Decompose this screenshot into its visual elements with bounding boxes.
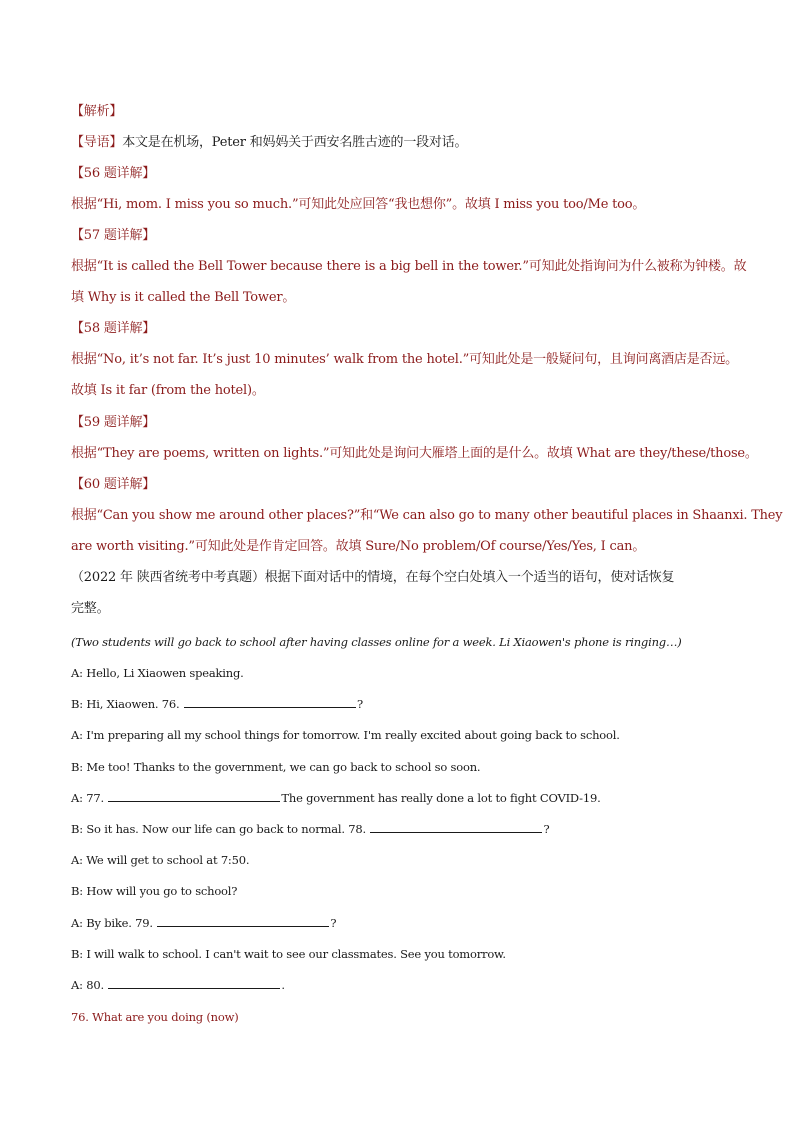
q56-explanation: 根据“Hi, mom. I miss you so much.”可知此处应回答“我也想你”。故填 I miss you too/Me too。 bbox=[71, 197, 646, 212]
q60-title: 【60 题详解】 bbox=[71, 477, 156, 492]
dialogue-line-11 bbox=[71, 976, 285, 994]
dialogue-line-5 bbox=[71, 789, 601, 807]
q56-title: 【56 题详解】 bbox=[71, 166, 156, 181]
dialogue-line-2-text: B: Hi, Xiaowen. 76. bbox=[71, 697, 180, 711]
blank-79[interactable] bbox=[157, 914, 329, 927]
q59-title: 【59 题详解】 bbox=[71, 415, 156, 430]
dialogue-line-1: A: Hello, Li Xiaowen speaking. bbox=[71, 666, 244, 680]
dialogue-line-9 bbox=[71, 914, 336, 932]
q57-title: 【57 题详解】 bbox=[71, 228, 156, 243]
dialogue-line-10: B: I will walk to school. I can't wait to see our classmates. See you tomorrow. bbox=[71, 947, 506, 961]
dialogue-line-6-end: ? bbox=[543, 822, 550, 836]
q60-explanation-line1: 根据“Can you show me around other places?”和“We can also go to many other beautiful places in Shaanxi. They bbox=[71, 508, 783, 523]
blank-78[interactable] bbox=[370, 820, 542, 833]
dialogue-context: (Two students will go back to school after having classes online for a week. Li Xiaowen's phone is ringing…) bbox=[71, 635, 682, 649]
blank-77[interactable] bbox=[108, 789, 280, 802]
analysis-heading: 【解析】 bbox=[71, 104, 123, 119]
question-intro-line1: （2022 年 陕西省统考中考真题）根据下面对话中的情境，在每个空白处填入一个适当的语句，使对话恢复 bbox=[71, 570, 675, 585]
dialogue-line-8: B: How will you go to school? bbox=[71, 884, 238, 898]
q57-explanation-line1: 根据“It is called the Bell Tower because there is a big bell in the tower.”可知此处指询问为什么被称为钟楼。故 bbox=[71, 259, 747, 274]
q59-explanation: 根据“They are poems, written on lights.”可知此处是询问大雁塔上面的是什么。故填 What are they/these/those。 bbox=[71, 446, 758, 461]
intro-tag: 【导语】 bbox=[71, 135, 123, 150]
q58-explanation-line2: 故填 Is it far (from the hotel)。 bbox=[71, 383, 265, 398]
q60-explanation-line2: are worth visiting.”可知此处是作肯定回答。故填 Sure/No problem/Of course/Yes/Yes, I can。 bbox=[71, 539, 646, 554]
question-intro-line2: 完整。 bbox=[71, 601, 110, 616]
dialogue-line-6-text: B: So it has. Now our life can go back to normal. 78. bbox=[71, 822, 366, 836]
intro-text: 本文是在机场，Peter 和妈妈关于西安名胜古迹的一段对话。 bbox=[122, 135, 468, 150]
q57-explanation-line2: 填 Why is it called the Bell Tower。 bbox=[71, 290, 296, 305]
dialogue-line-11-end: . bbox=[281, 978, 285, 992]
dialogue-line-4: B: Me too! Thanks to the government, we can go back to school so soon. bbox=[71, 760, 481, 774]
dialogue-line-11-text: A: 80. bbox=[71, 978, 104, 992]
dialogue-line-2 bbox=[71, 695, 363, 713]
dialogue-line-2-end: ? bbox=[356, 697, 363, 711]
dialogue-line-6 bbox=[71, 820, 549, 838]
dialogue-line-3: A: I'm preparing all my school things for tomorrow. I'm really excited about going back to school. bbox=[71, 728, 620, 742]
q58-explanation-line1: 根据“No, it’s not far. It’s just 10 minutes’ walk from the hotel.”可知此处是一般疑问句，且询问离酒店是否远。 bbox=[71, 352, 738, 367]
q58-title: 【58 题详解】 bbox=[71, 321, 156, 336]
blank-80[interactable] bbox=[108, 976, 280, 989]
answer-76: 76. What are you doing (now) bbox=[71, 1010, 239, 1024]
intro-line bbox=[71, 134, 467, 152]
dialogue-line-9-text: A: By bike. 79. bbox=[71, 916, 153, 930]
dialogue-line-5-end: The government has really done a lot to fight COVID-19. bbox=[281, 791, 601, 805]
dialogue-line-7: A: We will get to school at 7:50. bbox=[71, 853, 250, 867]
dialogue-line-5-text: A: 77. bbox=[71, 791, 104, 805]
dialogue-line-9-end: ? bbox=[330, 916, 337, 930]
blank-76[interactable] bbox=[184, 695, 356, 708]
